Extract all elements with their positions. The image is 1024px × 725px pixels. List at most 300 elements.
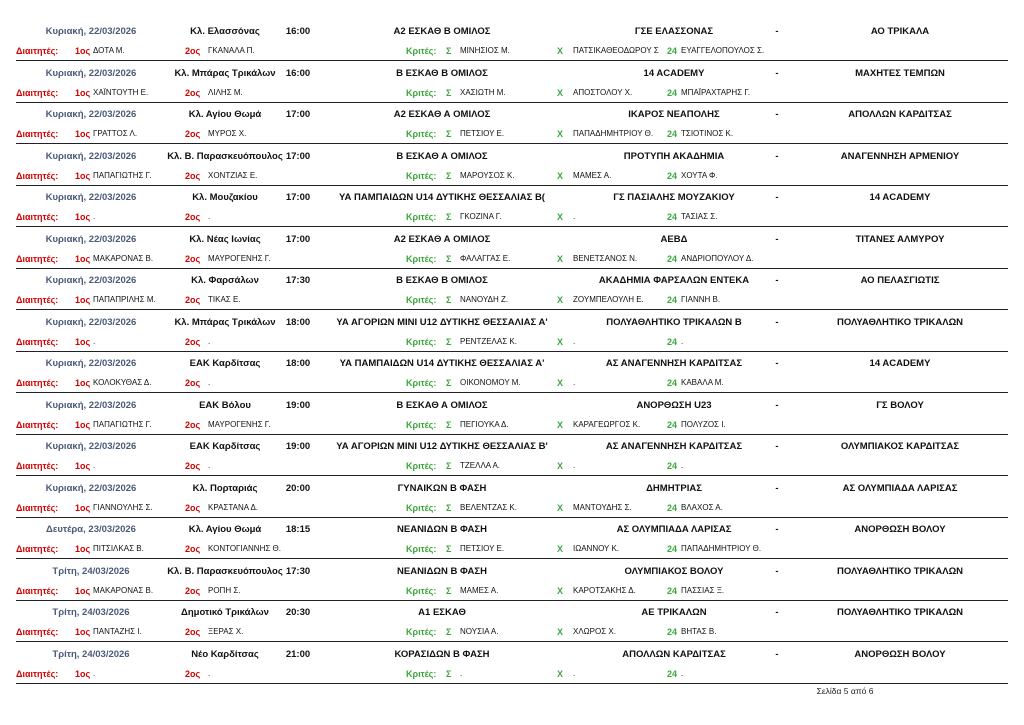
officials-row: [16, 624, 1008, 640]
game-main-row: [16, 315, 1008, 331]
game-entry: [16, 228, 1008, 269]
home-team: ΠΡΟΤΥΠΗ ΑΚΑΔΗΜΙΑ: [623, 150, 725, 162]
timer-label: Χ: [557, 668, 564, 679]
shot-clock-operator-name: ΚΑΒΑΛΑ Μ.: [681, 378, 724, 387]
shot-clock-operator-name: ΕΥΑΓΓΕΛΟΠΟΥΛΟΣ Σ.: [681, 46, 765, 55]
first-referee-label: 1ος: [75, 170, 91, 181]
timer-name: .: [573, 336, 576, 346]
second-referee-label: 2ος: [185, 544, 201, 554]
second-referee-name: ΓΚΑΝΑΛΑ Π.: [208, 46, 255, 55]
vs-dash: -: [775, 275, 779, 286]
game-venue: Κλ. Μουζακίου: [192, 192, 258, 203]
away-team: ΓΣ ΒΟΛΟΥ: [876, 399, 924, 411]
game-entry: [16, 20, 1008, 61]
shot-clock-label: 24: [667, 461, 678, 471]
game-time: 19:00: [285, 441, 311, 452]
referees-label: Διαιτητές:: [16, 378, 59, 388]
game-time: 18:00: [285, 358, 311, 369]
game-main-row: [16, 647, 1008, 663]
judges-label: Κριτές:: [406, 585, 437, 596]
game-main-row: [16, 24, 1008, 40]
game-competition: ΝΕΑΝΙΔΩΝ Β ΦΑΣΗ: [397, 565, 487, 577]
away-team: ΑΟ ΤΡΙΚΑΛΑ: [870, 26, 930, 37]
timer-label: Χ: [557, 129, 564, 139]
referees-label: Διαιτητές:: [16, 129, 59, 139]
second-referee-label: 2ος: [185, 336, 201, 347]
game-entry: [16, 477, 1008, 518]
second-referee-label: 2ος: [185, 668, 201, 679]
game-time: 20:00: [285, 482, 311, 494]
judges-label: Κριτές:: [406, 212, 437, 222]
game-main-row: [16, 66, 1008, 82]
timer-name: ΙΩΑΝΝΟΥ Κ.: [573, 544, 620, 553]
game-entry: [16, 435, 1008, 476]
timer-label: Χ: [557, 419, 564, 430]
home-team: ΑΕΒΔ: [660, 233, 688, 245]
timer-name: ΑΠΟΣΤΟΛΟΥ Χ.: [573, 87, 633, 97]
game-main-row: [16, 232, 1008, 248]
home-team: ΑΣ ΑΝΑΓΕΝΝΗΣΗ ΚΑΡΔΙΤΣΑΣ: [605, 441, 743, 452]
second-referee-name: ΜΥΡΟΣ Χ.: [208, 129, 247, 138]
game-time: 18:15: [285, 524, 311, 535]
timer-label: Χ: [557, 585, 564, 596]
second-referee-label: 2ος: [185, 87, 201, 98]
home-team: ΑΚΑΔΗΜΙΑ ΦΑΡΣΑΛΩΝ ΕΝΤΕΚΑ: [598, 275, 750, 286]
game-date: Κυριακή, 22/03/2026: [45, 316, 137, 328]
game-time: 17:30: [285, 275, 311, 286]
second-referee-label: 2ος: [185, 46, 201, 56]
shot-clock-label: 24: [667, 212, 678, 222]
scorer-label: Σ: [446, 253, 452, 264]
first-referee-label: 1ος: [75, 627, 91, 637]
game-competition: Α2 ΕΣΚΑΘ Β ΟΜΙΛΟΣ: [393, 26, 491, 37]
game-competition: Β ΕΣΚΑΘ Α ΟΜΙΛΟΣ: [396, 399, 488, 411]
judges-label: Κριτές:: [406, 336, 437, 347]
second-referee-name: ΚΡΑΣΤΑΝΑ Δ.: [208, 502, 259, 512]
timer-name: ΠΑΤΣΙΚΑΘΕΟΔΩΡΟΥ Σ: [573, 46, 659, 55]
home-team: ΑΝΟΡΘΩΣΗ U23: [636, 399, 712, 411]
game-venue: ΕΑΚ Βόλου: [199, 399, 251, 411]
second-referee-name: .: [208, 378, 211, 387]
shot-clock-label: 24: [667, 253, 678, 264]
game-competition: Β ΕΣΚΑΘ Β ΟΜΙΛΟΣ: [396, 67, 488, 79]
first-referee-label: 1ος: [75, 502, 91, 513]
vs-dash: -: [775, 648, 779, 660]
officials-row: [16, 209, 1008, 225]
judges-label: Κριτές:: [406, 502, 437, 513]
away-team: ΑΣ ΟΛΥΜΠΙΑΔΑ ΛΑΡΙΣΑΣ: [842, 482, 958, 494]
second-referee-name: .: [208, 212, 211, 221]
scorer-name: .: [460, 668, 463, 678]
game-venue: ΕΑΚ Καρδίτσας: [189, 358, 261, 369]
referees-label: Διαιτητές:: [16, 336, 59, 347]
game-entry: [16, 518, 1008, 559]
second-referee-label: 2ος: [185, 170, 201, 181]
game-time: 16:00: [285, 67, 311, 79]
vs-dash: -: [775, 607, 779, 618]
shot-clock-label: 24: [667, 46, 678, 56]
away-team: ΟΛΥΜΠΙΑΚΟΣ ΚΑΡΔΙΤΣΑΣ: [840, 441, 960, 452]
second-referee-label: 2ος: [185, 461, 201, 471]
home-team: ΙΚΑΡΟΣ ΝΕΑΠΟΛΗΣ: [628, 109, 720, 120]
scorer-name: ΜΑΡΟΥΣΟΣ Κ.: [460, 170, 515, 180]
home-team: ΔΗΜΗΤΡΙΑΣ: [646, 482, 702, 494]
scorer-label: Σ: [446, 461, 452, 471]
scorer-label: Σ: [446, 87, 452, 98]
game-entry: [16, 145, 1008, 186]
away-team: 14 ACADEMY: [869, 192, 931, 203]
judges-label: Κριτές:: [406, 461, 437, 471]
game-competition: ΥΑ ΑΓΟΡΙΩΝ ΜΙΝΙ U12 ΔΥΤΙΚΗΣ ΘΕΣΣΑΛΙΑΣ Α': [336, 316, 548, 328]
scorer-name: ΧΑΣΙΩΤΗ Μ.: [460, 87, 506, 97]
timer-name: ΜΑΜΕΣ Α.: [573, 170, 612, 180]
first-referee-label: 1ος: [75, 668, 91, 679]
shot-clock-operator-name: ΒΗΤΑΣ Β.: [681, 627, 717, 636]
timer-name: .: [573, 461, 576, 470]
vs-dash: -: [775, 565, 779, 577]
timer-label: Χ: [557, 295, 564, 305]
vs-dash: -: [775, 358, 779, 369]
timer-label: Χ: [557, 212, 564, 222]
officials-row: [16, 334, 1008, 350]
game-competition: ΥΑ ΠΑΜΠΑΙΔΩΝ U14 ΔΥΤΙΚΗΣ ΘΕΣΣΑΛΙΑΣ Α': [339, 358, 545, 369]
first-referee-name: ΓΡΑΤΤΟΣ Λ.: [93, 129, 138, 138]
first-referee-name: ΚΟΛΟΚΥΘΑΣ Δ.: [93, 378, 152, 387]
scorer-name: ΦΑΛΑΓΓΑΣ Ε.: [460, 253, 511, 263]
first-referee-name: ΠΑΠΑΓΙΩΤΗΣ Γ.: [93, 170, 152, 180]
scorer-name: ΠΕΓΙΟΥΚΑ Δ.: [460, 419, 509, 429]
timer-name: .: [573, 212, 576, 221]
page-number: Σελίδα 5 από 6: [816, 686, 874, 696]
away-team: 14 ACADEMY: [869, 358, 931, 369]
game-entry: [16, 601, 1008, 642]
scorer-name: ΤΖΕΛΛΑ Α.: [460, 461, 501, 470]
home-team: ΠΟΛΥΑΘΛΗΤΙΚΟ ΤΡΙΚΑΛΩΝ Β: [606, 316, 742, 328]
game-date: Κυριακή, 22/03/2026: [45, 150, 137, 162]
shot-clock-label: 24: [667, 502, 678, 513]
game-date: Κυριακή, 22/03/2026: [45, 275, 137, 286]
first-referee-label: 1ος: [75, 212, 91, 222]
shot-clock-operator-name: ΧΟΥΤΑ Φ.: [681, 170, 718, 180]
first-referee-label: 1ος: [75, 461, 91, 471]
referees-label: Διαιτητές:: [16, 253, 59, 264]
shot-clock-operator-name: ΓΙΑΝΝΗ Β.: [681, 295, 721, 304]
first-referee-name: ΠΙΤΣΙΛΚΑΣ Β.: [93, 544, 144, 553]
away-team: ΠΟΛΥΑΘΛΗΤΙΚΟ ΤΡΙΚΑΛΩΝ: [836, 565, 964, 577]
game-date: Κυριακή, 22/03/2026: [45, 26, 137, 37]
referees-label: Διαιτητές:: [16, 668, 59, 679]
scorer-name: ΝΟΥΣΙΑ Α.: [460, 627, 499, 636]
second-referee-label: 2ος: [185, 129, 201, 139]
first-referee-name: ΧΑΪΝΤΟΥΤΗ Ε.: [93, 87, 149, 97]
game-time: 21:00: [285, 648, 311, 660]
game-entry: [16, 311, 1008, 352]
scorer-label: Σ: [446, 129, 452, 139]
game-venue: Κλ. Πορταριάς: [192, 482, 258, 494]
scorer-name: ΠΕΤΣΙΟΥ Ε.: [460, 544, 505, 553]
away-team: ΠΟΛΥΑΘΛΗΤΙΚΟ ΤΡΙΚΑΛΩΝ: [836, 607, 964, 618]
first-referee-name: ΔΟΤΑ Μ.: [93, 46, 125, 55]
referees-label: Διαιτητές:: [16, 212, 59, 222]
shot-clock-label: 24: [667, 336, 678, 347]
second-referee-name: ΡΟΠΗ Σ.: [208, 585, 241, 595]
shot-clock-label: 24: [667, 668, 678, 679]
vs-dash: -: [775, 233, 779, 245]
scorer-label: Σ: [446, 295, 452, 305]
second-referee-name: ΚΟΝΤΟΓΙΑΝΝΗΣ Θ.: [208, 544, 281, 553]
game-time: 17:00: [285, 192, 311, 203]
officials-row: [16, 251, 1008, 267]
officials-row: [16, 458, 1008, 474]
away-team: ΑΟ ΠΕΛΑΣΓΙΩΤΙΣ: [860, 275, 940, 286]
game-date: Κυριακή, 22/03/2026: [45, 67, 137, 79]
first-referee-name: ΜΑΚΑΡΟΝΑΣ Β.: [93, 585, 154, 595]
shot-clock-label: 24: [667, 378, 678, 388]
game-entry: [16, 394, 1008, 435]
judges-label: Κριτές:: [406, 87, 437, 98]
second-referee-name: ΧΟΝΤΖΙΑΣ Ε.: [208, 170, 258, 180]
officials-row: [16, 417, 1008, 433]
game-time: 19:00: [285, 399, 311, 411]
first-referee-label: 1ος: [75, 336, 91, 347]
judges-label: Κριτές:: [406, 295, 437, 305]
referees-label: Διαιτητές:: [16, 502, 59, 513]
timer-label: Χ: [557, 544, 564, 554]
game-venue: Κλ. Β. Παρασκευόπουλος: [167, 150, 283, 162]
game-venue: Κλ. Αγίου Θωμά: [188, 109, 262, 120]
timer-name: ΚΑΡΟΤΣΑΚΗΣ Δ.: [573, 585, 636, 595]
away-team: ΜΑΧΗΤΕΣ ΤΕΜΠΩΝ: [855, 67, 945, 79]
game-main-row: [16, 107, 1008, 123]
judges-label: Κριτές:: [406, 129, 437, 139]
game-time: 16:00: [285, 26, 311, 37]
game-venue: Κλ. Ελασσόνας: [190, 26, 260, 37]
vs-dash: -: [775, 316, 779, 328]
game-venue: Νέο Καρδίτσας: [191, 648, 259, 660]
officials-row: [16, 168, 1008, 184]
home-team: ΑΣ ΟΛΥΜΠΙΑΔΑ ΛΑΡΙΣΑΣ: [616, 524, 732, 535]
second-referee-name: ΛΙΛΗΣ Μ.: [208, 87, 243, 97]
referees-label: Διαιτητές:: [16, 87, 59, 98]
home-team: ΟΛΥΜΠΙΑΚΟΣ ΒΟΛΟΥ: [624, 565, 724, 577]
referees-label: Διαιτητές:: [16, 627, 59, 637]
home-team: ΓΣ ΠΑΣΙΑΛΗΣ ΜΟΥΖΑΚΙΟΥ: [613, 192, 735, 203]
game-venue: Κλ. Β. Παρασκευόπουλος: [167, 565, 283, 577]
officials-row: [16, 375, 1008, 391]
scorer-name: ΓΚΟΖΙΝΑ Γ.: [460, 212, 502, 221]
shot-clock-operator-name: ΒΛΑΧΟΣ Α.: [681, 502, 723, 512]
game-main-row: [16, 356, 1008, 372]
game-main-row: [16, 149, 1008, 165]
second-referee-name: .: [208, 336, 211, 346]
second-referee-label: 2ος: [185, 585, 201, 596]
vs-dash: -: [775, 441, 779, 452]
first-referee-label: 1ος: [75, 419, 91, 430]
game-date: Κυριακή, 22/03/2026: [45, 441, 137, 452]
game-time: 17:30: [285, 565, 311, 577]
judges-label: Κριτές:: [406, 668, 437, 679]
scorer-label: Σ: [446, 544, 452, 554]
game-date: Κυριακή, 22/03/2026: [45, 399, 137, 411]
second-referee-name: ΞΕΡΑΣ Χ.: [208, 627, 244, 636]
game-competition: Α1 ΕΣΚΑΘ: [418, 607, 466, 618]
scorer-name: ΡΕΝΤΖΕΛΑΣ Κ.: [460, 336, 517, 346]
scorer-name: ΠΕΤΣΙΟΥ Ε.: [460, 129, 505, 138]
timer-label: Χ: [557, 253, 564, 264]
home-team: ΑΠΟΛΛΩΝ ΚΑΡΔΙΤΣΑΣ: [622, 648, 726, 660]
game-main-row: [16, 439, 1008, 455]
shot-clock-operator-name: ΤΣΙΟΤΙΝΟΣ Κ.: [681, 129, 734, 138]
judges-label: Κριτές:: [406, 46, 437, 56]
shot-clock-operator-name: ΠΑΠΑΔΗΜΗΤΡΙΟΥ Θ.: [681, 544, 762, 553]
shot-clock-operator-name: ΜΠΑΪΡΑΧΤΑΡΗΣ Γ.: [681, 87, 751, 97]
vs-dash: -: [775, 26, 779, 37]
first-referee-name: ΠΑΠΑΠΡΙΛΗΣ Μ.: [93, 295, 156, 304]
shot-clock-label: 24: [667, 295, 678, 305]
timer-label: Χ: [557, 378, 564, 388]
scorer-label: Σ: [446, 212, 452, 222]
first-referee-name: ΠΑΝΤΑΖΗΣ Ι.: [93, 627, 142, 636]
timer-label: Χ: [557, 461, 564, 471]
second-referee-label: 2ος: [185, 502, 201, 513]
away-team: ΠΟΛΥΑΘΛΗΤΙΚΟ ΤΡΙΚΑΛΩΝ: [836, 316, 964, 328]
game-main-row: [16, 522, 1008, 538]
officials-row: [16, 500, 1008, 516]
second-referee-name: .: [208, 668, 211, 678]
game-time: 17:00: [285, 109, 311, 120]
game-entry: [16, 269, 1008, 310]
scorer-name: ΜΙΝΗΣΙΟΣ Μ.: [460, 46, 510, 55]
scorer-label: Σ: [446, 585, 452, 596]
first-referee-label: 1ος: [75, 87, 91, 98]
game-competition: ΥΑ ΠΑΜΠΑΙΔΩΝ U14 ΔΥΤΙΚΗΣ ΘΕΣΣΑΛΙΑΣ Β(: [339, 192, 545, 203]
game-main-row: [16, 398, 1008, 414]
timer-name: ΜΑΝΤΟΥΔΗΣ Σ.: [573, 502, 632, 512]
vs-dash: -: [775, 482, 779, 494]
scorer-label: Σ: [446, 336, 452, 347]
referees-label: Διαιτητές:: [16, 585, 59, 596]
timer-label: Χ: [557, 336, 564, 347]
game-main-row: [16, 273, 1008, 289]
shot-clock-label: 24: [667, 585, 678, 596]
judges-label: Κριτές:: [406, 170, 437, 181]
game-entry: [16, 352, 1008, 393]
first-referee-label: 1ος: [75, 544, 91, 554]
judges-label: Κριτές:: [406, 419, 437, 430]
timer-name: ΠΑΠΑΔΗΜΗΤΡΙΟΥ Θ.: [573, 129, 654, 138]
vs-dash: -: [775, 192, 779, 203]
judges-label: Κριτές:: [406, 253, 437, 264]
game-venue: Κλ. Νέας Ιωνίας: [189, 233, 261, 245]
officials-row: [16, 126, 1008, 142]
game-main-row: [16, 190, 1008, 206]
home-team: 14 ACADEMY: [643, 67, 705, 79]
first-referee-name: .: [93, 336, 96, 346]
home-team: ΑΣ ΑΝΑΓΕΝΝΗΣΗ ΚΑΡΔΙΤΣΑΣ: [605, 358, 743, 369]
game-date: Κυριακή, 22/03/2026: [45, 482, 137, 494]
timer-label: Χ: [557, 46, 564, 56]
referees-label: Διαιτητές:: [16, 170, 59, 181]
officials-row: [16, 541, 1008, 557]
second-referee-name: ΜΑΥΡΟΓΕΝΗΣ Γ.: [208, 419, 271, 429]
game-time: 17:00: [285, 150, 311, 162]
game-date: Τρίτη, 24/03/2026: [52, 565, 130, 577]
judges-label: Κριτές:: [406, 544, 437, 554]
vs-dash: -: [775, 67, 779, 79]
game-competition: ΚΟΡΑΣΙΔΩΝ Β ΦΑΣΗ: [394, 648, 490, 660]
timer-name: ΧΛΩΡΟΣ Χ.: [573, 627, 616, 636]
away-team: ΑΝΟΡΘΩΣΗ ΒΟΛΟΥ: [854, 524, 946, 535]
second-referee-name: .: [208, 461, 211, 470]
shot-clock-label: 24: [667, 419, 678, 430]
game-entry: [16, 186, 1008, 227]
timer-label: Χ: [557, 170, 564, 181]
vs-dash: -: [775, 399, 779, 411]
game-competition: Β ΕΣΚΑΘ Β ΟΜΙΛΟΣ: [396, 275, 488, 286]
game-entry: [16, 643, 1008, 684]
shot-clock-label: 24: [667, 627, 678, 637]
first-referee-label: 1ος: [75, 46, 91, 56]
game-entry: [16, 103, 1008, 144]
timer-label: Χ: [557, 627, 564, 637]
game-competition: ΝΕΑΝΙΔΩΝ Β ΦΑΣΗ: [397, 524, 487, 535]
game-entry: [16, 560, 1008, 601]
game-date: Τρίτη, 24/03/2026: [52, 648, 130, 660]
scorer-name: ΟΙΚΟΝΟΜΟΥ Μ.: [460, 378, 521, 387]
first-referee-label: 1ος: [75, 295, 91, 305]
away-team: ΑΝΟΡΘΩΣΗ ΒΟΛΟΥ: [854, 648, 946, 660]
first-referee-name: .: [93, 668, 96, 678]
shot-clock-label: 24: [667, 544, 678, 554]
second-referee-label: 2ος: [185, 295, 201, 305]
shot-clock-label: 24: [667, 129, 678, 139]
vs-dash: -: [775, 524, 779, 535]
vs-dash: -: [775, 109, 779, 120]
second-referee-label: 2ος: [185, 419, 201, 430]
game-date: Κυριακή, 22/03/2026: [45, 233, 137, 245]
referees-label: Διαιτητές:: [16, 295, 59, 305]
away-team: ΑΝΑΓΕΝΝΗΣΗ ΑΡΜΕΝΙΟΥ: [840, 150, 960, 162]
game-main-row: [16, 605, 1008, 621]
scorer-label: Σ: [446, 502, 452, 513]
game-competition: Α2 ΕΣΚΑΘ Α ΟΜΙΛΟΣ: [393, 233, 491, 245]
second-referee-label: 2ος: [185, 212, 201, 222]
game-time: 20:30: [285, 607, 311, 618]
second-referee-label: 2ος: [185, 378, 201, 388]
timer-label: Χ: [557, 87, 564, 98]
scorer-label: Σ: [446, 419, 452, 430]
timer-name: .: [573, 378, 576, 387]
game-venue: ΕΑΚ Καρδίτσας: [189, 441, 261, 452]
judges-label: Κριτές:: [406, 627, 437, 637]
game-date: Δευτέρα, 23/03/2026: [46, 524, 136, 535]
second-referee-label: 2ος: [185, 627, 201, 637]
first-referee-name: .: [93, 212, 96, 221]
scorer-label: Σ: [446, 668, 452, 679]
game-time: 18:00: [285, 316, 311, 328]
first-referee-label: 1ος: [75, 585, 91, 596]
game-venue: Κλ. Αγίου Θωμά: [188, 524, 262, 535]
away-team: ΤΙΤΑΝΕΣ ΑΛΜΥΡΟΥ: [855, 233, 945, 245]
timer-name: .: [573, 668, 576, 678]
game-date: Κυριακή, 22/03/2026: [45, 358, 137, 369]
scorer-label: Σ: [446, 170, 452, 181]
shot-clock-operator-name: ΠΟΛΥΖΟΣ Ι.: [681, 419, 726, 429]
first-referee-name: ΓΙΑΝΝΟΥΛΗΣ Σ.: [93, 502, 153, 512]
shot-clock-operator-name: .: [681, 668, 684, 678]
timer-label: Χ: [557, 502, 564, 513]
home-team: ΓΣΕ ΕΛΑΣΣΟΝΑΣ: [634, 26, 714, 37]
